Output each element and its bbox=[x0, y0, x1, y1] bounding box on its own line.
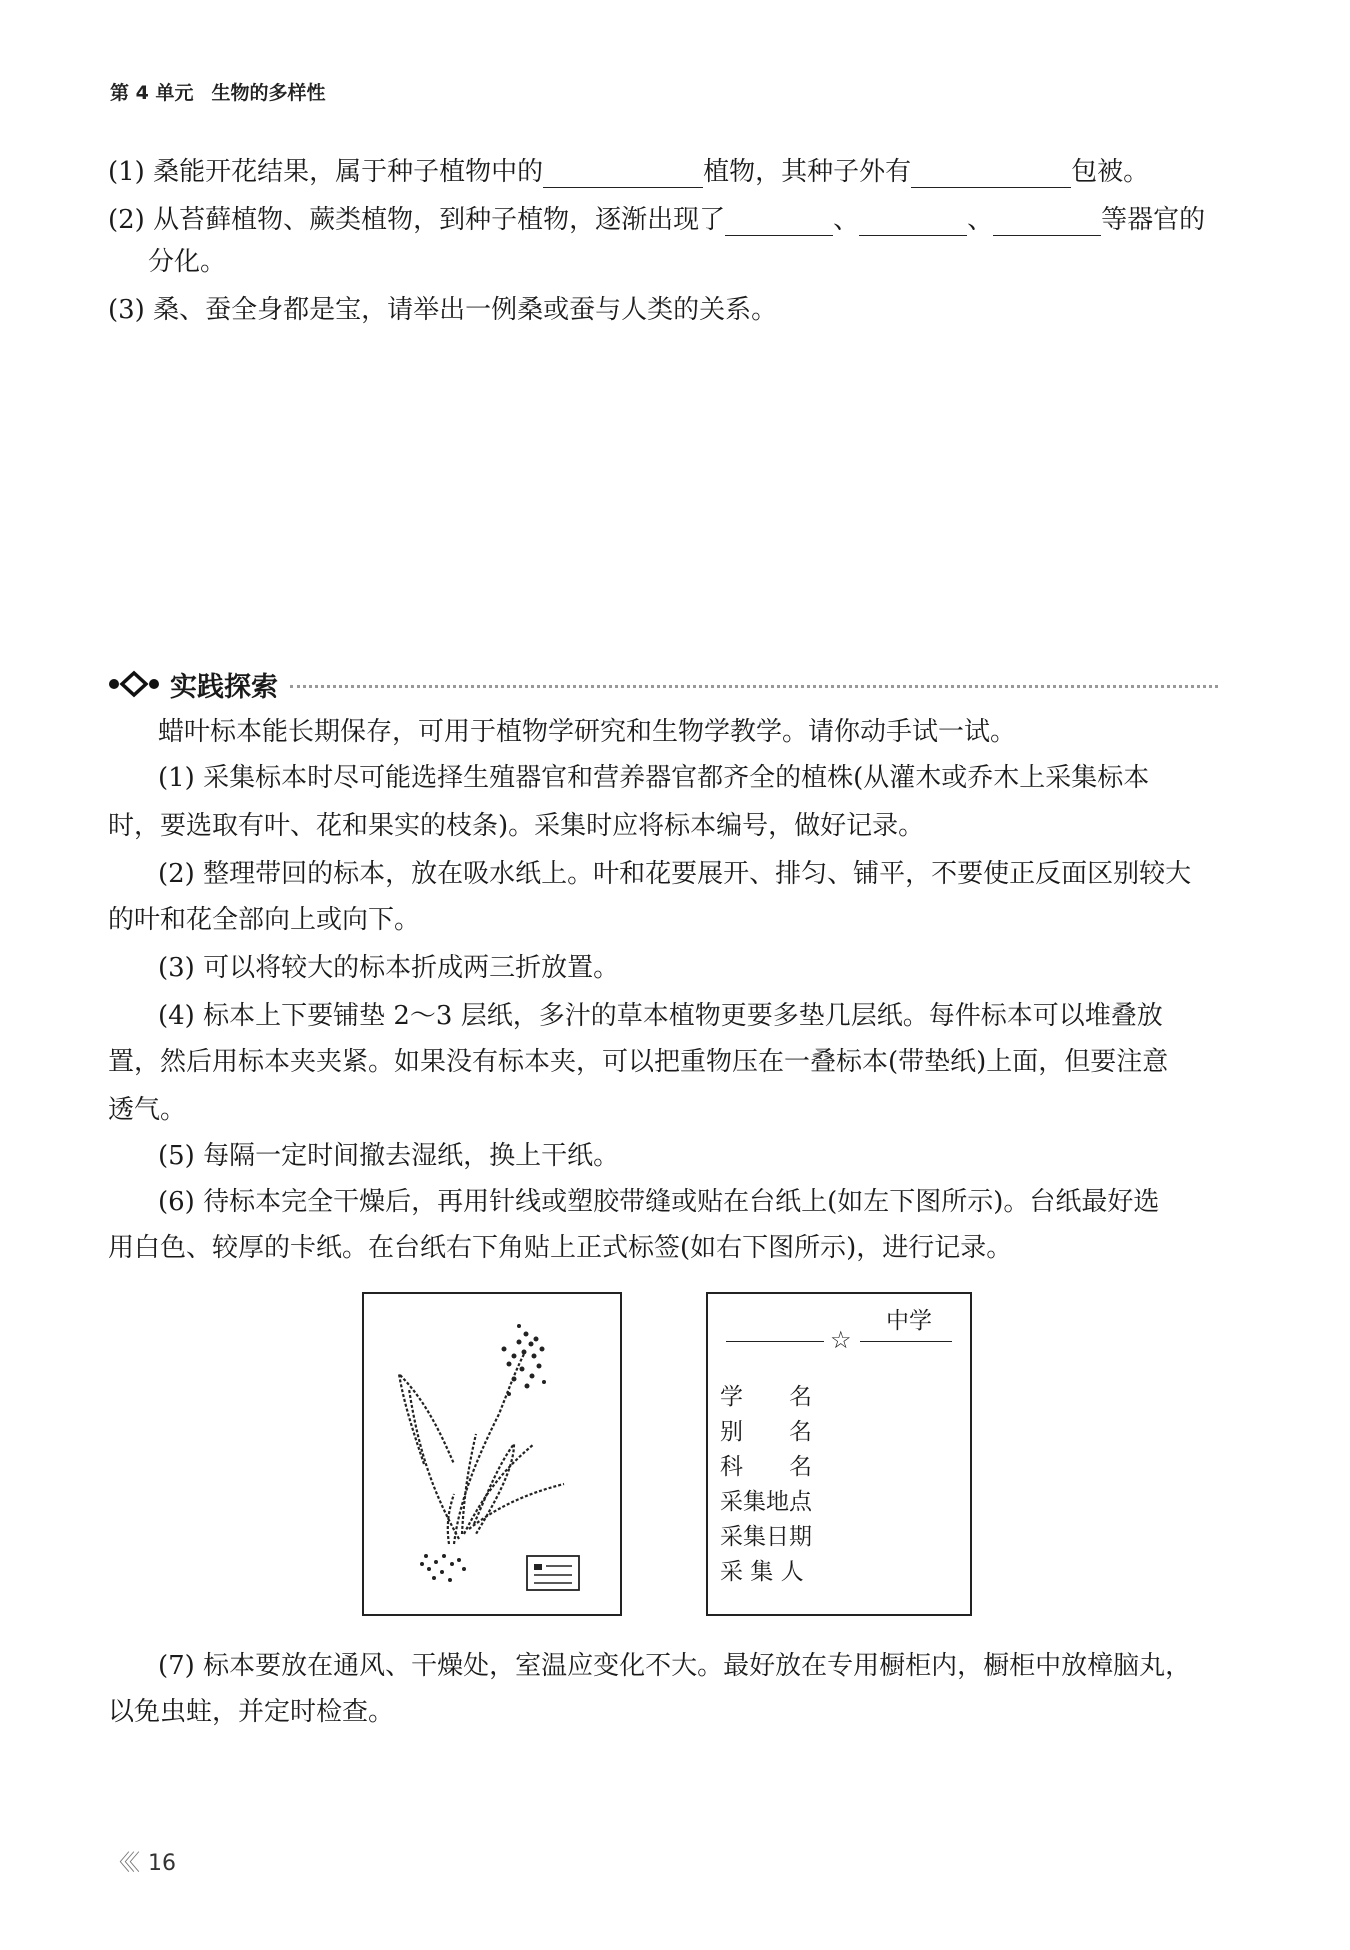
question-2 bbox=[108, 200, 1238, 240]
plant-specimen-icon bbox=[364, 1294, 620, 1614]
label-field-row: 采集地点 bbox=[720, 1489, 812, 1515]
label-rule-left bbox=[726, 1341, 824, 1342]
q1-text-b: 植物，其种子外有 bbox=[703, 157, 912, 187]
q1-blank-1[interactable] bbox=[543, 157, 703, 188]
label-field-row: 采集日期 bbox=[720, 1524, 812, 1550]
specimen-label-card bbox=[706, 1292, 972, 1616]
label-field-row: 科 名 bbox=[720, 1454, 812, 1480]
practice-section-heading bbox=[108, 664, 1218, 704]
practice-line: (5) 每隔一定时间撤去湿纸，换上干纸。 bbox=[158, 1141, 620, 1171]
label-rule-right bbox=[860, 1341, 952, 1342]
label-field-row: 采 集 人 bbox=[720, 1559, 804, 1585]
q2-blank-1[interactable] bbox=[725, 205, 833, 236]
q2-blank-3[interactable] bbox=[993, 205, 1101, 236]
practice-line: 的叶和花全部向上或向下。 bbox=[108, 905, 421, 935]
question-2-cont: 分化。 bbox=[148, 247, 227, 277]
practice-line: (1) 采集标本时尽可能选择生殖器官和营养器官都齐全的植株(从灌木或乔木上采集标本 bbox=[158, 763, 1150, 793]
q1-text-a: (1) 桑能开花结果，属于种子植物中的 bbox=[108, 157, 544, 187]
practice-line: 蜡叶标本能长期保存，可用于植物学研究和生物学教学。请你动手试一试。 bbox=[158, 717, 1017, 747]
practice-line: (4) 标本上下要铺垫 2～3 层纸，多汁的草本植物更要多垫几层纸。每件标本可以堆叠放 bbox=[158, 1001, 1163, 1031]
label-field-row: 学 名 bbox=[720, 1384, 812, 1410]
practice-line: (2) 整理带回的标本，放在吸水纸上。叶和花要展开、排匀、铺平，不要使正反面区别较大 bbox=[158, 859, 1192, 889]
page-footer bbox=[108, 1846, 176, 1877]
practice-line: (3) 可以将较大的标本折成两三折放置。 bbox=[158, 953, 620, 983]
specimen-label-icon bbox=[527, 1556, 579, 1590]
dotted-rule bbox=[290, 685, 1218, 688]
practice-line: 置，然后用标本夹夹紧。如果没有标本夹，可以把重物压在一叠标本(带垫纸)上面，但要注意 bbox=[108, 1047, 1169, 1077]
running-header bbox=[110, 78, 325, 105]
question-3: (3) 桑、蚕全身都是宝，请举出一例桑或蚕与人类的关系。 bbox=[108, 295, 778, 325]
q1-blank-2[interactable] bbox=[911, 157, 1071, 188]
practice-title: 实践探索 bbox=[170, 671, 278, 703]
diamond-chain-icon bbox=[108, 670, 160, 698]
practice-line: 透气。 bbox=[108, 1095, 187, 1125]
practice-line: 时，要选取有叶、花和果实的枝条)。采集时应将标本编号，做好记录。 bbox=[108, 811, 925, 841]
question-1 bbox=[108, 152, 1238, 192]
label-school: 中学 bbox=[886, 1308, 932, 1334]
mounted-specimen-figure bbox=[362, 1292, 622, 1616]
q2-sep-1: 、 bbox=[833, 205, 860, 235]
q2-sep-2: 、 bbox=[967, 205, 994, 235]
unit-title: 生物的多样性 bbox=[211, 82, 326, 104]
q2-text-a: (2) 从苔藓植物、蕨类植物，到种子植物，逐渐出现了 bbox=[108, 205, 726, 235]
label-field-row: 别 名 bbox=[720, 1419, 812, 1445]
practice-line: (6) 待标本完全干燥后，再用针线或塑胶带缝或贴在台纸上(如左下图所示)。台纸最好选 bbox=[158, 1187, 1160, 1217]
q2-text-b: 等器官的 bbox=[1101, 205, 1206, 235]
practice-line: 以免虫蛀，并定时检查。 bbox=[108, 1697, 395, 1727]
page-number: 16 bbox=[148, 1851, 177, 1876]
practice-line: (7) 标本要放在通风、干燥处，室温应变化不大。最好放在专用橱柜内，橱柜中放樟脑丸， bbox=[158, 1651, 1192, 1681]
practice-line: 用白色、较厚的卡纸。在台纸右下角贴上正式标签(如右下图所示)，进行记录。 bbox=[108, 1233, 1013, 1263]
footer-arrows-icon: 〈〈〈 bbox=[108, 1851, 135, 1876]
q2-blank-2[interactable] bbox=[859, 205, 967, 236]
q1-text-c: 包被。 bbox=[1071, 157, 1150, 187]
star-icon: ☆ bbox=[830, 1326, 852, 1354]
unit-label: 第 4 单元 bbox=[110, 82, 194, 104]
